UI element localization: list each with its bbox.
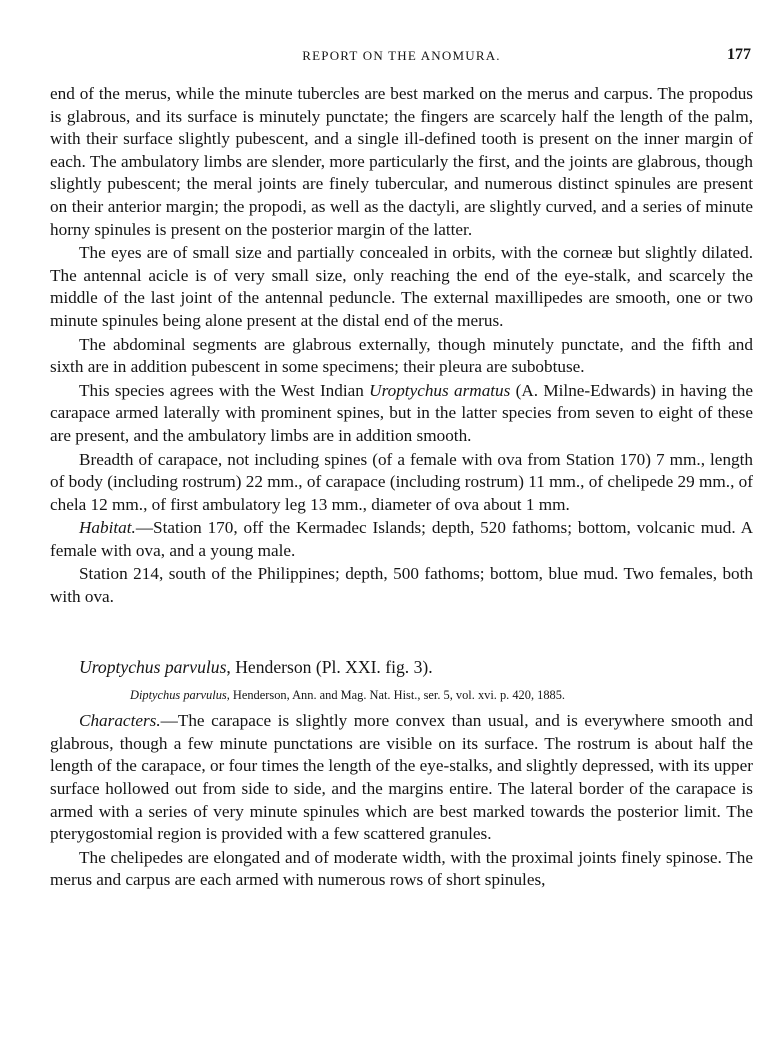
comparison-text-after: (A. Milne-Edwards) in having the carapace armed laterally with prominent spines, but in the latter species from seven to eight of these are present, and the ambulatory limbs are in addition smooth. <box>50 380 753 445</box>
paragraph-abdomen-description: The abdominal segments are glabrous externally, though minutely punctate, and the fifth and sixth are in addition pubescent in some specimens; their pleura are subobtuse. <box>50 334 753 377</box>
paragraph-characters <box>50 710 753 846</box>
characters-text: —The carapace is slightly more convex than usual, and is everywhere smooth and glabrous, though a few minute punctations are visible on its surface. The rostrum is about half the length of the carapace, or four times the length of the eye-stalks, and slightly depressed, with its upper surface hollowed out from side to side, and the margins entire. The lateral border of the carapace is armed with a series of very minute spinules which are best marked towards the posterior limit. The pterygostomial region is provided with a few scattered granules. <box>50 711 753 844</box>
comparison-text-before: This species agrees with the West Indian <box>79 380 370 400</box>
habitat-text: —Station 170, off the Kermadec Islands; depth, 520 fathoms; bottom, volcanic mud. A female with ova, and a young male. <box>50 518 753 560</box>
species-name-italic: Uroptychus armatus <box>369 380 511 400</box>
paragraph-measurements: Breadth of carapace, not including spines (of a female with ova from Station 170) 7 mm., length of body (including rostrum) 22 mm., of carapace (including rostrum) 11 mm., of chelipede 29 mm., of chela 12 mm., of first ambulatory leg 13 mm., diameter of ova about 1 mm. <box>50 449 753 514</box>
paragraph-eyes-description: The eyes are of small size and partially concealed in orbits, with the corneæ but slightly dilated. The antennal acicle is of very small size, only reaching the end of the eye-stalk, and scarcely the middle of the last joint of the antennal peduncle. The external maxillipedes are smooth, one or two minute spinules being alone present at the distal end of the merus. <box>50 243 753 330</box>
running-header <box>50 46 753 66</box>
body-text <box>50 83 753 893</box>
synonymy-reference <box>50 686 753 704</box>
paragraph-station-214: Station 214, south of the Philippines; depth, 500 fathoms; bottom, blue mud. Two females, both with ova. <box>50 564 753 607</box>
paragraph-chelipedes: The chelipedes are elongated and of moderate width, with the proximal joints finely spinose. The merus and carpus are each armed with numerous rows of short spinules, <box>50 847 753 890</box>
synonymy-citation: , Henderson, Ann. and Mag. Nat. Hist., ser. 5, vol. xvi. p. 420, 1885. <box>226 688 566 703</box>
page-number: 177 <box>727 46 751 63</box>
habitat-label: Habitat. <box>79 518 136 538</box>
running-title: REPORT ON THE ANOMURA. <box>302 48 501 63</box>
species-heading-name: Uroptychus parvulus <box>79 656 227 677</box>
species-heading-author: , Henderson (Pl. XXI. fig. 3). <box>226 656 433 677</box>
paragraph-limbs-description: end of the merus, while the minute tubercles are best marked on the merus and carpus. The propodus is glabrous, and its surface is minutely punctate; the fingers are scarcely half the length of the palm, with their surface slightly pubescent, and a single ill-defined tooth is present on the inner margin of each. The ambulatory limbs are slender, more particularly the first, and the joints are glabrous, though slightly pubescent; the meral joints are finely tubercular, and numerous distinct spinules are present on their anterior margin; the propodi, as well as the dactyli, are slightly curved, and a series of minute horny spinules is present on the posterior margin of the latter. <box>50 84 753 239</box>
paragraph-habitat <box>50 517 753 562</box>
characters-label: Characters. <box>79 711 161 731</box>
species-heading <box>50 656 753 679</box>
paragraph-species-comparison <box>50 380 753 448</box>
synonymy-name: Diptychus parvulus <box>130 688 227 703</box>
